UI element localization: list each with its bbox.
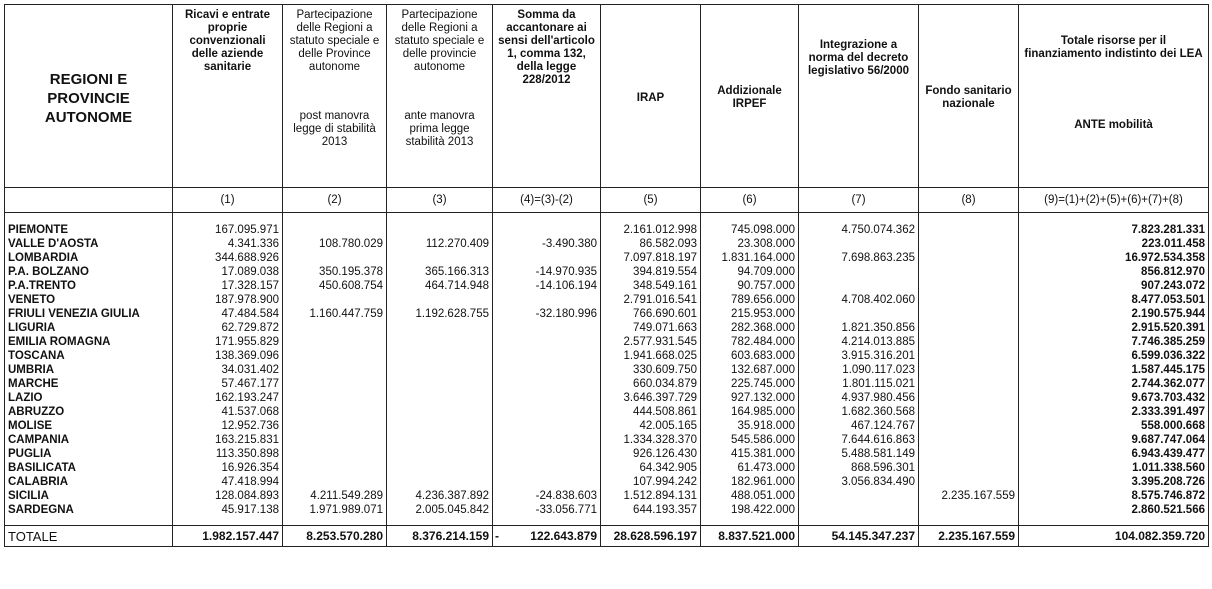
- value-cell: [387, 447, 493, 461]
- value-cell: [283, 349, 387, 363]
- region-name: VENETO: [5, 293, 173, 307]
- row-total-cell: 7.823.281.331: [1019, 223, 1209, 237]
- value-cell: [493, 335, 601, 349]
- value-cell: 34.031.402: [173, 363, 283, 377]
- value-cell: 35.918.000: [701, 419, 799, 433]
- value-cell: [387, 223, 493, 237]
- value-cell: 868.596.301: [799, 461, 919, 475]
- index-cell-region: [5, 188, 173, 213]
- value-cell: [799, 279, 919, 293]
- region-name: P.A.TRENTO: [5, 279, 173, 293]
- value-cell: 164.985.000: [701, 405, 799, 419]
- value-cell: [283, 293, 387, 307]
- value-cell: [919, 363, 1019, 377]
- table-row: [5, 405, 1209, 419]
- value-cell: [919, 265, 1019, 279]
- table-row: [5, 279, 1209, 293]
- row-total-cell: 223.011.458: [1019, 237, 1209, 251]
- index-cell: (4)=(3)-(2): [493, 188, 601, 213]
- value-cell: [387, 363, 493, 377]
- region-name: UMBRIA: [5, 363, 173, 377]
- value-cell: [387, 293, 493, 307]
- spacer-row: [5, 213, 1209, 224]
- table-row: [5, 447, 1209, 461]
- total-cell: 54.145.347.237: [799, 526, 919, 547]
- table-row: [5, 377, 1209, 391]
- table-row: [5, 307, 1209, 321]
- value-cell: [283, 335, 387, 349]
- value-cell: 17.328.157: [173, 279, 283, 293]
- value-cell: 444.508.861: [601, 405, 701, 419]
- table-row: [5, 265, 1209, 279]
- value-cell: [919, 419, 1019, 433]
- value-cell: [919, 447, 1019, 461]
- value-cell: 4.708.402.060: [799, 293, 919, 307]
- region-name: PIEMONTE: [5, 223, 173, 237]
- value-cell: [919, 475, 1019, 489]
- value-cell: 1.971.989.071: [283, 503, 387, 517]
- value-cell: [493, 461, 601, 475]
- value-cell: 545.586.000: [701, 433, 799, 447]
- region-name: CAMPANIA: [5, 433, 173, 447]
- value-cell: 603.683.000: [701, 349, 799, 363]
- value-cell: -14.106.194: [493, 279, 601, 293]
- value-cell: [493, 419, 601, 433]
- row-total-cell: 2.860.521.566: [1019, 503, 1209, 517]
- value-cell: [387, 405, 493, 419]
- value-cell: 64.342.905: [601, 461, 701, 475]
- value-cell: 132.687.000: [701, 363, 799, 377]
- value-cell: 926.126.430: [601, 447, 701, 461]
- total-sign: -: [495, 529, 499, 543]
- value-cell: 45.917.138: [173, 503, 283, 517]
- value-cell: [919, 433, 1019, 447]
- value-cell: 47.484.584: [173, 307, 283, 321]
- header-col9: Totale risorse per il finanziamento indistinto dei LEA ANTE mobilità: [1019, 5, 1209, 188]
- total-cell: 104.082.359.720: [1019, 526, 1209, 547]
- row-total-cell: 2.915.520.391: [1019, 321, 1209, 335]
- lea-funding-table: [4, 4, 1209, 547]
- region-name: MOLISE: [5, 419, 173, 433]
- value-cell: [283, 475, 387, 489]
- row-total-cell: 8.575.746.872: [1019, 489, 1209, 503]
- value-cell: 162.193.247: [173, 391, 283, 405]
- region-name: PUGLIA: [5, 447, 173, 461]
- value-cell: 350.195.378: [283, 265, 387, 279]
- header-col8: Fondo sanitario nazionale: [919, 5, 1019, 188]
- table-row: [5, 475, 1209, 489]
- value-cell: 7.097.818.197: [601, 251, 701, 265]
- row-total-cell: 856.812.970: [1019, 265, 1209, 279]
- value-cell: 61.473.000: [701, 461, 799, 475]
- value-cell: 57.467.177: [173, 377, 283, 391]
- region-name: BASILICATA: [5, 461, 173, 475]
- value-cell: 108.780.029: [283, 237, 387, 251]
- value-cell: [493, 363, 601, 377]
- value-cell: 348.549.161: [601, 279, 701, 293]
- value-cell: [493, 447, 601, 461]
- value-cell: 415.381.000: [701, 447, 799, 461]
- value-cell: 4.341.336: [173, 237, 283, 251]
- value-cell: 4.750.074.362: [799, 223, 919, 237]
- table-row: [5, 293, 1209, 307]
- total-value: 122.643.879: [530, 529, 597, 543]
- index-cell: (6): [701, 188, 799, 213]
- value-cell: [283, 447, 387, 461]
- value-cell: 745.098.000: [701, 223, 799, 237]
- value-cell: 2.005.045.842: [387, 503, 493, 517]
- value-cell: 62.729.872: [173, 321, 283, 335]
- value-cell: 90.757.000: [701, 279, 799, 293]
- table-row: [5, 321, 1209, 335]
- value-cell: 488.051.000: [701, 489, 799, 503]
- header-col4: Somma da accantonare ai sensi dell'articolo 1, comma 132, della legge 228/2012: [493, 5, 601, 188]
- header-region: REGIONI E PROVINCIE AUTONOME: [5, 5, 173, 188]
- value-cell: [387, 377, 493, 391]
- value-cell: 450.608.754: [283, 279, 387, 293]
- value-cell: 1.160.447.759: [283, 307, 387, 321]
- region-name: P.A. BOLZANO: [5, 265, 173, 279]
- value-cell: [919, 293, 1019, 307]
- value-cell: 4.211.549.289: [283, 489, 387, 503]
- value-cell: -33.056.771: [493, 503, 601, 517]
- value-cell: [387, 321, 493, 335]
- value-cell: [493, 391, 601, 405]
- value-cell: 94.709.000: [701, 265, 799, 279]
- value-cell: 86.582.093: [601, 237, 701, 251]
- value-cell: -32.180.996: [493, 307, 601, 321]
- index-cell: (5): [601, 188, 701, 213]
- total-cell: 1.982.157.447: [173, 526, 283, 547]
- row-total-cell: 8.477.053.501: [1019, 293, 1209, 307]
- region-name: MARCHE: [5, 377, 173, 391]
- row-total-cell: 558.000.668: [1019, 419, 1209, 433]
- spacer-row: [5, 517, 1209, 526]
- region-name: VALLE D'AOSTA: [5, 237, 173, 251]
- region-name: ABRUZZO: [5, 405, 173, 419]
- total-label: TOTALE: [5, 526, 173, 547]
- region-name: LOMBARDIA: [5, 251, 173, 265]
- value-cell: 467.124.767: [799, 419, 919, 433]
- value-cell: 225.745.000: [701, 377, 799, 391]
- table-row: [5, 419, 1209, 433]
- row-total-cell: 6.943.439.477: [1019, 447, 1209, 461]
- value-cell: 330.609.750: [601, 363, 701, 377]
- value-cell: [283, 363, 387, 377]
- header-col5: IRAP: [601, 5, 701, 188]
- value-cell: [919, 461, 1019, 475]
- value-cell: [283, 391, 387, 405]
- total-cell: 28.628.596.197: [601, 526, 701, 547]
- value-cell: -3.490.380: [493, 237, 601, 251]
- row-total-cell: 2.190.575.944: [1019, 307, 1209, 321]
- value-cell: 3.056.834.490: [799, 475, 919, 489]
- value-cell: [387, 475, 493, 489]
- value-cell: [493, 377, 601, 391]
- value-cell: 112.270.409: [387, 237, 493, 251]
- value-cell: [387, 391, 493, 405]
- value-cell: [283, 419, 387, 433]
- value-cell: 16.926.354: [173, 461, 283, 475]
- value-cell: [283, 223, 387, 237]
- region-name: FRIULI VENEZIA GIULIA: [5, 307, 173, 321]
- region-name: CALABRIA: [5, 475, 173, 489]
- value-cell: [919, 237, 1019, 251]
- index-cell: (2): [283, 188, 387, 213]
- value-cell: [799, 307, 919, 321]
- value-cell: 5.488.581.149: [799, 447, 919, 461]
- value-cell: 1.831.164.000: [701, 251, 799, 265]
- header-col1: Ricavi e entrate proprie convenzionali delle aziende sanitarie: [173, 5, 283, 188]
- value-cell: 17.089.038: [173, 265, 283, 279]
- value-cell: [799, 265, 919, 279]
- header-col6: Addizionale IRPEF: [701, 5, 799, 188]
- total-cell: [493, 526, 601, 547]
- value-cell: 766.690.601: [601, 307, 701, 321]
- value-cell: [387, 349, 493, 363]
- value-cell: 927.132.000: [701, 391, 799, 405]
- table-row: [5, 223, 1209, 237]
- total-cell: 8.376.214.159: [387, 526, 493, 547]
- value-cell: 1.941.668.025: [601, 349, 701, 363]
- row-total-cell: 16.972.534.358: [1019, 251, 1209, 265]
- row-total-cell: 2.744.362.077: [1019, 377, 1209, 391]
- index-cell: (9)=(1)+(2)+(5)+(6)+(7)+(8): [1019, 188, 1209, 213]
- region-name: TOSCANA: [5, 349, 173, 363]
- value-cell: 2.791.016.541: [601, 293, 701, 307]
- row-total-cell: 907.243.072: [1019, 279, 1209, 293]
- value-cell: 344.688.926: [173, 251, 283, 265]
- table-row: [5, 391, 1209, 405]
- index-cell: (3): [387, 188, 493, 213]
- value-cell: [799, 489, 919, 503]
- value-cell: 282.368.000: [701, 321, 799, 335]
- total-cell: 8.253.570.280: [283, 526, 387, 547]
- row-total-cell: 3.395.208.726: [1019, 475, 1209, 489]
- value-cell: 644.193.357: [601, 503, 701, 517]
- table-row: [5, 237, 1209, 251]
- value-cell: 47.418.994: [173, 475, 283, 489]
- row-total-cell: 6.599.036.322: [1019, 349, 1209, 363]
- value-cell: 4.236.387.892: [387, 489, 493, 503]
- table-row: [5, 349, 1209, 363]
- value-cell: 215.953.000: [701, 307, 799, 321]
- value-cell: 1.192.628.755: [387, 307, 493, 321]
- value-cell: 163.215.831: [173, 433, 283, 447]
- value-cell: 167.095.971: [173, 223, 283, 237]
- value-cell: 2.161.012.998: [601, 223, 701, 237]
- value-cell: [799, 503, 919, 517]
- value-cell: 394.819.554: [601, 265, 701, 279]
- value-cell: [799, 237, 919, 251]
- value-cell: [919, 405, 1019, 419]
- value-cell: 138.369.096: [173, 349, 283, 363]
- region-name: LIGURIA: [5, 321, 173, 335]
- value-cell: 464.714.948: [387, 279, 493, 293]
- value-cell: 365.166.313: [387, 265, 493, 279]
- column-index-row: [5, 188, 1209, 213]
- value-cell: 42.005.165: [601, 419, 701, 433]
- value-cell: [283, 377, 387, 391]
- table-row: [5, 461, 1209, 475]
- region-name: SARDEGNA: [5, 503, 173, 517]
- value-cell: 7.698.863.235: [799, 251, 919, 265]
- value-cell: 171.955.829: [173, 335, 283, 349]
- value-cell: [919, 335, 1019, 349]
- value-cell: 1.090.117.023: [799, 363, 919, 377]
- row-total-cell: 9.673.703.432: [1019, 391, 1209, 405]
- total-row: [5, 526, 1209, 547]
- value-cell: [283, 405, 387, 419]
- value-cell: 7.644.616.863: [799, 433, 919, 447]
- value-cell: [493, 405, 601, 419]
- value-cell: 182.961.000: [701, 475, 799, 489]
- value-cell: [283, 251, 387, 265]
- value-cell: [919, 349, 1019, 363]
- value-cell: [387, 419, 493, 433]
- table-row: [5, 251, 1209, 265]
- value-cell: 1.821.350.856: [799, 321, 919, 335]
- value-cell: 41.537.068: [173, 405, 283, 419]
- value-cell: 749.071.663: [601, 321, 701, 335]
- value-cell: [387, 433, 493, 447]
- table-row: [5, 363, 1209, 377]
- value-cell: 789.656.000: [701, 293, 799, 307]
- value-cell: 198.422.000: [701, 503, 799, 517]
- value-cell: 1.682.360.568: [799, 405, 919, 419]
- value-cell: [919, 321, 1019, 335]
- region-name: EMILIA ROMAGNA: [5, 335, 173, 349]
- value-cell: 187.978.900: [173, 293, 283, 307]
- value-cell: 4.937.980.456: [799, 391, 919, 405]
- value-cell: 4.214.013.885: [799, 335, 919, 349]
- region-name: SICILIA: [5, 489, 173, 503]
- value-cell: [283, 321, 387, 335]
- value-cell: [387, 461, 493, 475]
- value-cell: 2.235.167.559: [919, 489, 1019, 503]
- value-cell: 23.308.000: [701, 237, 799, 251]
- value-cell: [283, 433, 387, 447]
- value-cell: [493, 223, 601, 237]
- header-col2: Partecipazione delle Regioni a statuto speciale e delle Province autonome post manovra legge di stabilità 2013: [283, 5, 387, 188]
- value-cell: 3.915.316.201: [799, 349, 919, 363]
- index-cell: (1): [173, 188, 283, 213]
- header-col3: Partecipazione delle Regioni a statuto speciale e delle provincie autonome ante manovra prima legge stabilità 2013: [387, 5, 493, 188]
- value-cell: 660.034.879: [601, 377, 701, 391]
- value-cell: 3.646.397.729: [601, 391, 701, 405]
- row-total-cell: 9.687.747.064: [1019, 433, 1209, 447]
- value-cell: 1.334.328.370: [601, 433, 701, 447]
- value-cell: 107.994.242: [601, 475, 701, 489]
- value-cell: [387, 335, 493, 349]
- value-cell: 782.484.000: [701, 335, 799, 349]
- value-cell: -14.970.935: [493, 265, 601, 279]
- value-cell: [919, 223, 1019, 237]
- total-cell: 8.837.521.000: [701, 526, 799, 547]
- value-cell: 1.512.894.131: [601, 489, 701, 503]
- value-cell: 1.801.115.021: [799, 377, 919, 391]
- row-total-cell: 1.011.338.560: [1019, 461, 1209, 475]
- value-cell: [387, 251, 493, 265]
- index-cell: (8): [919, 188, 1019, 213]
- value-cell: [919, 251, 1019, 265]
- value-cell: 2.577.931.545: [601, 335, 701, 349]
- value-cell: [493, 349, 601, 363]
- table-row: [5, 503, 1209, 517]
- index-cell: (7): [799, 188, 919, 213]
- value-cell: [919, 391, 1019, 405]
- table-row: [5, 335, 1209, 349]
- value-cell: [919, 279, 1019, 293]
- value-cell: [493, 475, 601, 489]
- value-cell: [919, 307, 1019, 321]
- value-cell: 113.350.898: [173, 447, 283, 461]
- row-total-cell: 7.746.385.259: [1019, 335, 1209, 349]
- value-cell: [283, 461, 387, 475]
- table-row: [5, 433, 1209, 447]
- value-cell: [919, 377, 1019, 391]
- value-cell: [493, 321, 601, 335]
- header-col7: Integrazione a norma del decreto legislativo 56/2000: [799, 5, 919, 188]
- value-cell: [493, 251, 601, 265]
- value-cell: [493, 433, 601, 447]
- region-name: LAZIO: [5, 391, 173, 405]
- row-total-cell: 2.333.391.497: [1019, 405, 1209, 419]
- value-cell: 128.084.893: [173, 489, 283, 503]
- value-cell: [919, 503, 1019, 517]
- value-cell: -24.838.603: [493, 489, 601, 503]
- row-total-cell: 1.587.445.175: [1019, 363, 1209, 377]
- value-cell: [493, 293, 601, 307]
- total-cell: 2.235.167.559: [919, 526, 1019, 547]
- table-row: [5, 489, 1209, 503]
- value-cell: 12.952.736: [173, 419, 283, 433]
